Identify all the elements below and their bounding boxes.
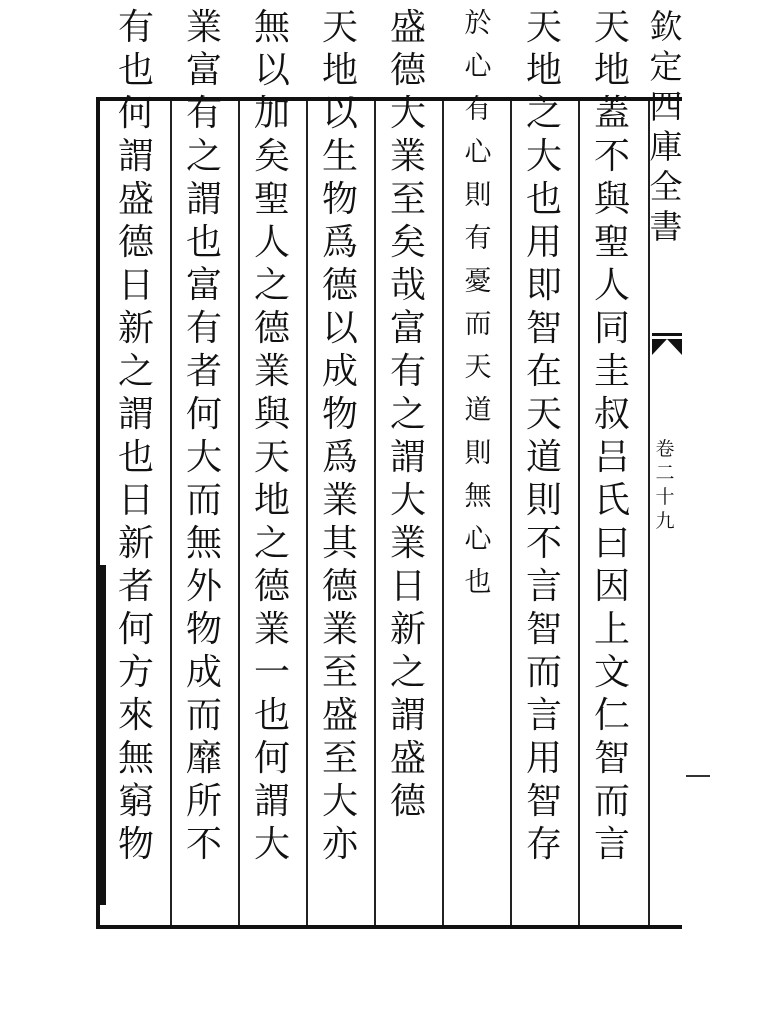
text-glyph: 之 xyxy=(117,351,154,392)
text-glyph: 盛 xyxy=(117,179,154,220)
text-glyph: 之 xyxy=(389,394,426,435)
margin-title-glyph: 定 xyxy=(649,47,683,86)
text-glyph: 無 xyxy=(117,738,154,779)
text-column-1 xyxy=(590,7,634,1012)
text-glyph: 也 xyxy=(525,179,562,220)
text-glyph: 人 xyxy=(253,222,290,263)
text-glyph: 無 xyxy=(253,7,290,48)
text-glyph: 物 xyxy=(117,824,154,865)
text-glyph: 道 xyxy=(464,395,492,426)
text-glyph: 之 xyxy=(389,652,426,693)
fishtail-mark-icon xyxy=(652,333,682,361)
text-glyph: 謂 xyxy=(389,695,426,736)
text-glyph: 大 xyxy=(321,781,358,822)
text-glyph: 窮 xyxy=(117,781,154,822)
text-glyph: 新 xyxy=(389,609,426,650)
text-glyph: 大 xyxy=(389,480,426,521)
text-glyph: 富 xyxy=(389,308,426,349)
text-glyph: 憂 xyxy=(464,266,492,297)
text-glyph: 也 xyxy=(253,695,290,736)
text-glyph: 有 xyxy=(464,223,492,254)
text-glyph: 大 xyxy=(389,93,426,134)
text-glyph: 則 xyxy=(464,180,492,211)
margin-title-glyph: 四 xyxy=(649,87,683,126)
text-glyph: 有 xyxy=(389,351,426,392)
text-column-3-annotation xyxy=(460,10,496,1012)
text-glyph: 不 xyxy=(525,523,562,564)
text-glyph: 有 xyxy=(117,7,154,48)
text-glyph: 業 xyxy=(253,609,290,650)
text-glyph: 謂 xyxy=(117,394,154,435)
text-glyph: 即 xyxy=(525,265,562,306)
text-glyph: 則 xyxy=(464,438,492,469)
text-glyph: 德 xyxy=(117,222,154,263)
text-glyph: 爲 xyxy=(321,222,358,263)
margin-title-glyph: 欽 xyxy=(649,7,683,46)
text-glyph: 以 xyxy=(321,308,358,349)
text-glyph: 無 xyxy=(185,523,222,564)
text-glyph: 業 xyxy=(389,136,426,177)
binding-edge xyxy=(100,565,106,905)
text-glyph: 業 xyxy=(185,7,222,48)
text-glyph: 謂 xyxy=(253,781,290,822)
text-glyph: 智 xyxy=(525,781,562,822)
margin-title-glyph: 書 xyxy=(649,207,683,246)
volume-glyph: 二 xyxy=(655,462,675,484)
text-glyph: 也 xyxy=(117,437,154,478)
text-glyph: 地 xyxy=(525,50,562,91)
text-glyph: 聖 xyxy=(253,179,290,220)
text-glyph: 心 xyxy=(464,137,492,168)
text-glyph: 也 xyxy=(117,50,154,91)
text-glyph: 至 xyxy=(389,179,426,220)
text-glyph: 地 xyxy=(321,50,358,91)
text-glyph: 用 xyxy=(525,222,562,263)
text-glyph: 來 xyxy=(117,695,154,736)
text-column-8 xyxy=(114,7,158,1012)
text-glyph: 富 xyxy=(185,265,222,306)
text-glyph: 聖 xyxy=(593,222,630,263)
text-column-6 xyxy=(250,7,294,1012)
text-glyph: 業 xyxy=(321,609,358,650)
text-column-4 xyxy=(386,7,430,1012)
text-glyph: 之 xyxy=(253,523,290,564)
column-divider xyxy=(578,101,580,925)
text-glyph: 言 xyxy=(525,695,562,736)
text-glyph: 天 xyxy=(593,7,630,48)
text-glyph: 德 xyxy=(389,50,426,91)
text-glyph: 何 xyxy=(253,738,290,779)
text-glyph: 而 xyxy=(593,781,630,822)
text-glyph: 心 xyxy=(464,524,492,555)
text-glyph: 氏 xyxy=(593,480,630,521)
text-glyph: 圭 xyxy=(593,351,630,392)
text-glyph: 在 xyxy=(525,351,562,392)
text-glyph: 之 xyxy=(253,265,290,306)
text-column-7 xyxy=(182,7,226,1012)
text-glyph: 天 xyxy=(525,7,562,48)
text-glyph: 言 xyxy=(525,566,562,607)
text-glyph: 成 xyxy=(321,351,358,392)
text-glyph: 地 xyxy=(593,50,630,91)
text-glyph: 之 xyxy=(185,136,222,177)
column-divider xyxy=(510,101,512,925)
text-glyph: 其 xyxy=(321,523,358,564)
text-glyph: 謂 xyxy=(185,179,222,220)
text-glyph: 者 xyxy=(185,351,222,392)
text-glyph: 盛 xyxy=(389,7,426,48)
text-glyph: 則 xyxy=(525,480,562,521)
text-glyph: 謂 xyxy=(389,437,426,478)
text-glyph: 智 xyxy=(525,308,562,349)
text-glyph: 無 xyxy=(464,481,492,512)
text-glyph: 富 xyxy=(185,50,222,91)
text-glyph: 德 xyxy=(253,566,290,607)
text-glyph: 所 xyxy=(185,781,222,822)
text-glyph: 而 xyxy=(185,480,222,521)
column-divider xyxy=(238,101,240,925)
text-glyph: 何 xyxy=(185,394,222,435)
text-glyph: 而 xyxy=(525,652,562,693)
text-glyph: 與 xyxy=(593,179,630,220)
text-glyph: 業 xyxy=(321,480,358,521)
text-glyph: 德 xyxy=(321,566,358,607)
text-glyph: 加 xyxy=(253,93,290,134)
text-glyph: 有 xyxy=(185,308,222,349)
text-glyph: 地 xyxy=(253,480,290,521)
text-glyph: 人 xyxy=(593,265,630,306)
text-glyph: 新 xyxy=(117,308,154,349)
text-glyph: 哉 xyxy=(389,265,426,306)
text-glyph: 文 xyxy=(593,652,630,693)
text-glyph: 業 xyxy=(389,523,426,564)
leaf-edge-mark xyxy=(686,775,710,777)
text-glyph: 物 xyxy=(321,394,358,435)
text-glyph: 大 xyxy=(525,136,562,177)
text-glyph: 大 xyxy=(185,437,222,478)
text-glyph: 者 xyxy=(117,566,154,607)
text-glyph: 同 xyxy=(593,308,630,349)
volume-glyph: 卷 xyxy=(655,438,675,460)
text-glyph: 謂 xyxy=(117,136,154,177)
text-column-2 xyxy=(522,7,566,1012)
text-glyph: 業 xyxy=(253,351,290,392)
text-glyph: 智 xyxy=(593,738,630,779)
text-column-5 xyxy=(318,7,362,1012)
text-glyph: 成 xyxy=(185,652,222,693)
text-glyph: 外 xyxy=(185,566,222,607)
column-divider xyxy=(374,101,376,925)
text-glyph: 德 xyxy=(253,308,290,349)
text-glyph: 物 xyxy=(321,179,358,220)
text-glyph: 叔 xyxy=(593,394,630,435)
text-glyph: 蓋 xyxy=(593,93,630,134)
text-glyph: 不 xyxy=(185,824,222,865)
text-glyph: 何 xyxy=(117,93,154,134)
volume-label xyxy=(650,440,680,536)
text-glyph: 一 xyxy=(253,652,290,693)
text-glyph: 矣 xyxy=(389,222,426,263)
text-glyph: 也 xyxy=(464,567,492,598)
text-glyph: 盛 xyxy=(321,695,358,736)
text-glyph: 之 xyxy=(525,93,562,134)
text-glyph: 不 xyxy=(593,136,630,177)
text-glyph: 而 xyxy=(464,309,492,340)
column-divider xyxy=(306,101,308,925)
text-glyph: 大 xyxy=(253,824,290,865)
text-glyph: 以 xyxy=(321,93,358,134)
volume-glyph: 九 xyxy=(655,510,675,532)
text-glyph: 日 xyxy=(389,566,426,607)
column-divider xyxy=(442,101,444,925)
text-glyph: 有 xyxy=(464,94,492,125)
text-glyph: 何 xyxy=(117,609,154,650)
text-glyph: 天 xyxy=(253,437,290,478)
margin-title-glyph: 全 xyxy=(649,167,683,206)
text-glyph: 因 xyxy=(593,566,630,607)
text-glyph: 矣 xyxy=(253,136,290,177)
text-glyph: 言 xyxy=(593,824,630,865)
margin-title-glyph: 庫 xyxy=(649,127,683,166)
text-glyph: 存 xyxy=(525,824,562,865)
volume-glyph: 十 xyxy=(655,486,675,508)
text-glyph: 與 xyxy=(253,394,290,435)
text-glyph: 用 xyxy=(525,738,562,779)
text-glyph: 上 xyxy=(593,609,630,650)
text-glyph: 日 xyxy=(117,265,154,306)
text-glyph: 道 xyxy=(525,437,562,478)
text-glyph: 物 xyxy=(185,609,222,650)
text-glyph: 吕 xyxy=(593,437,630,478)
text-glyph: 而 xyxy=(185,695,222,736)
text-glyph: 生 xyxy=(321,136,358,177)
text-glyph: 心 xyxy=(464,51,492,82)
text-glyph: 日 xyxy=(117,480,154,521)
text-glyph: 德 xyxy=(321,265,358,306)
text-glyph: 以 xyxy=(253,50,290,91)
text-glyph: 盛 xyxy=(389,738,426,779)
text-glyph: 有 xyxy=(185,93,222,134)
text-glyph: 於 xyxy=(464,8,492,39)
text-glyph: 至 xyxy=(321,738,358,779)
text-glyph: 仁 xyxy=(593,695,630,736)
text-glyph: 也 xyxy=(185,222,222,263)
text-glyph: 至 xyxy=(321,652,358,693)
column-divider xyxy=(170,101,172,925)
text-glyph: 智 xyxy=(525,609,562,650)
text-glyph: 爲 xyxy=(321,437,358,478)
text-glyph: 靡 xyxy=(185,738,222,779)
text-glyph: 方 xyxy=(117,652,154,693)
text-glyph: 曰 xyxy=(593,523,630,564)
text-glyph: 新 xyxy=(117,523,154,564)
text-glyph: 天 xyxy=(464,352,492,383)
text-glyph: 亦 xyxy=(321,824,358,865)
text-glyph: 德 xyxy=(389,781,426,822)
text-glyph: 天 xyxy=(525,394,562,435)
text-glyph: 天 xyxy=(321,7,358,48)
